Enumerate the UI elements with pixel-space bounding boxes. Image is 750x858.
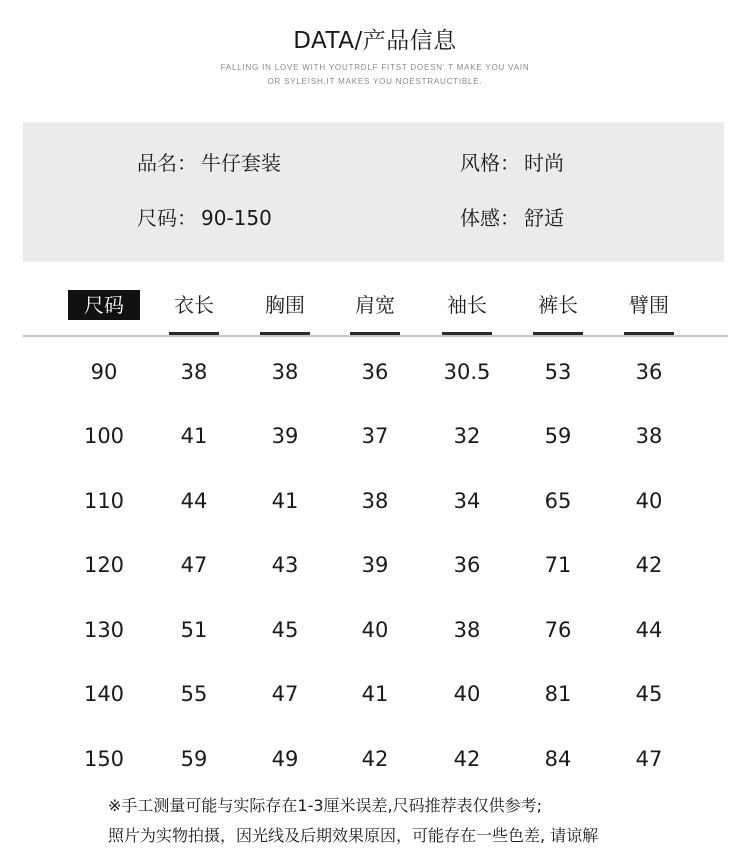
table-cell: 32 [453, 424, 481, 448]
table-cell-size: 140 [83, 682, 125, 706]
product-fit-value: 舒适 [524, 206, 564, 230]
table-cell: 40 [453, 682, 481, 706]
product-fit-label: 体感： [460, 206, 520, 230]
subtitle-line-1: FALLING IN LOVE WITH YOUTRDLF FITST DOESN' T MAKE YOU VAIN [220, 63, 530, 72]
column-header-chest: 胸围 [265, 293, 305, 317]
table-cell: 42 [635, 553, 663, 577]
table-cell: 43 [271, 553, 299, 577]
column-header-sleeve: 袖长 [447, 293, 487, 317]
table-row [0, 545, 750, 585]
table-row [0, 674, 750, 714]
table-cell: 47 [271, 682, 299, 706]
table-cell: 59 [544, 424, 572, 448]
table-cell: 34 [453, 489, 481, 513]
product-name-label: 品名： [137, 151, 197, 175]
table-cell: 42 [453, 747, 481, 771]
product-style-value: 时尚 [524, 151, 564, 175]
table-cell: 41 [361, 682, 389, 706]
product-fit [460, 202, 564, 231]
table-cell: 36 [361, 360, 389, 384]
column-header-pants-length: 裤长 [538, 293, 578, 317]
table-cell: 38 [635, 424, 663, 448]
table-cell: 81 [544, 682, 572, 706]
column-header-size: 尺码 [68, 290, 140, 320]
table-cell: 39 [361, 553, 389, 577]
product-size-label: 尺码： [137, 206, 197, 230]
table-cell-size: 90 [90, 360, 118, 384]
table-cell: 38 [453, 618, 481, 642]
column-header-length: 衣长 [174, 293, 214, 317]
table-cell: 38 [180, 360, 208, 384]
table-cell: 36 [635, 360, 663, 384]
table-row [0, 610, 750, 650]
table-cell: 49 [271, 747, 299, 771]
table-cell-size: 100 [83, 424, 125, 448]
product-style-label: 风格： [460, 151, 520, 175]
column-header-arm: 臂围 [629, 293, 669, 317]
subtitle-line-2: OR SYLEISH,IT MAKES YOU NOESTRAUCTIBLE. [267, 77, 483, 86]
product-name-value: 牛仔套装 [201, 151, 281, 175]
page-title: DATA/产品信息 [293, 28, 457, 54]
table-cell: 38 [271, 360, 299, 384]
table-cell-size: 110 [83, 489, 125, 513]
table-cell: 44 [635, 618, 663, 642]
table-cell: 51 [180, 618, 208, 642]
table-cell: 47 [635, 747, 663, 771]
table-row [0, 481, 750, 521]
product-info-panel [23, 122, 724, 262]
table-cell: 45 [271, 618, 299, 642]
table-cell: 41 [180, 424, 208, 448]
table-cell: 84 [544, 747, 572, 771]
product-name [137, 147, 281, 176]
table-cell: 38 [361, 489, 389, 513]
table-cell-size: 150 [83, 747, 125, 771]
table-cell: 53 [544, 360, 572, 384]
table-cell: 39 [271, 424, 299, 448]
table-row [0, 352, 750, 392]
table-cell: 42 [361, 747, 389, 771]
product-size-value: 90-150 [201, 206, 272, 230]
table-cell: 47 [180, 553, 208, 577]
size-table-header [0, 290, 750, 340]
table-cell: 44 [180, 489, 208, 513]
table-cell-size: 130 [83, 618, 125, 642]
table-cell: 41 [271, 489, 299, 513]
measurement-note: ※手工测量可能与实际存在1-3厘米误差,尺码推荐表仅供参考; [108, 796, 543, 815]
table-cell: 40 [361, 618, 389, 642]
color-note: 照片为实物拍摄，因光线及后期效果原因，可能存在一些色差, 请谅解 [108, 826, 599, 845]
table-cell: 59 [180, 747, 208, 771]
table-cell: 36 [453, 553, 481, 577]
table-row [0, 739, 750, 779]
product-style [460, 147, 564, 176]
table-cell: 55 [180, 682, 208, 706]
table-divider [23, 335, 728, 337]
table-cell: 65 [544, 489, 572, 513]
table-row [0, 416, 750, 456]
table-cell: 45 [635, 682, 663, 706]
table-cell: 76 [544, 618, 572, 642]
product-size-range [137, 202, 272, 231]
column-header-shoulder: 肩宽 [355, 293, 395, 317]
table-cell: 71 [544, 553, 572, 577]
table-cell: 37 [361, 424, 389, 448]
table-cell: 40 [635, 489, 663, 513]
table-cell: 30.5 [443, 360, 491, 384]
table-cell-size: 120 [83, 553, 125, 577]
